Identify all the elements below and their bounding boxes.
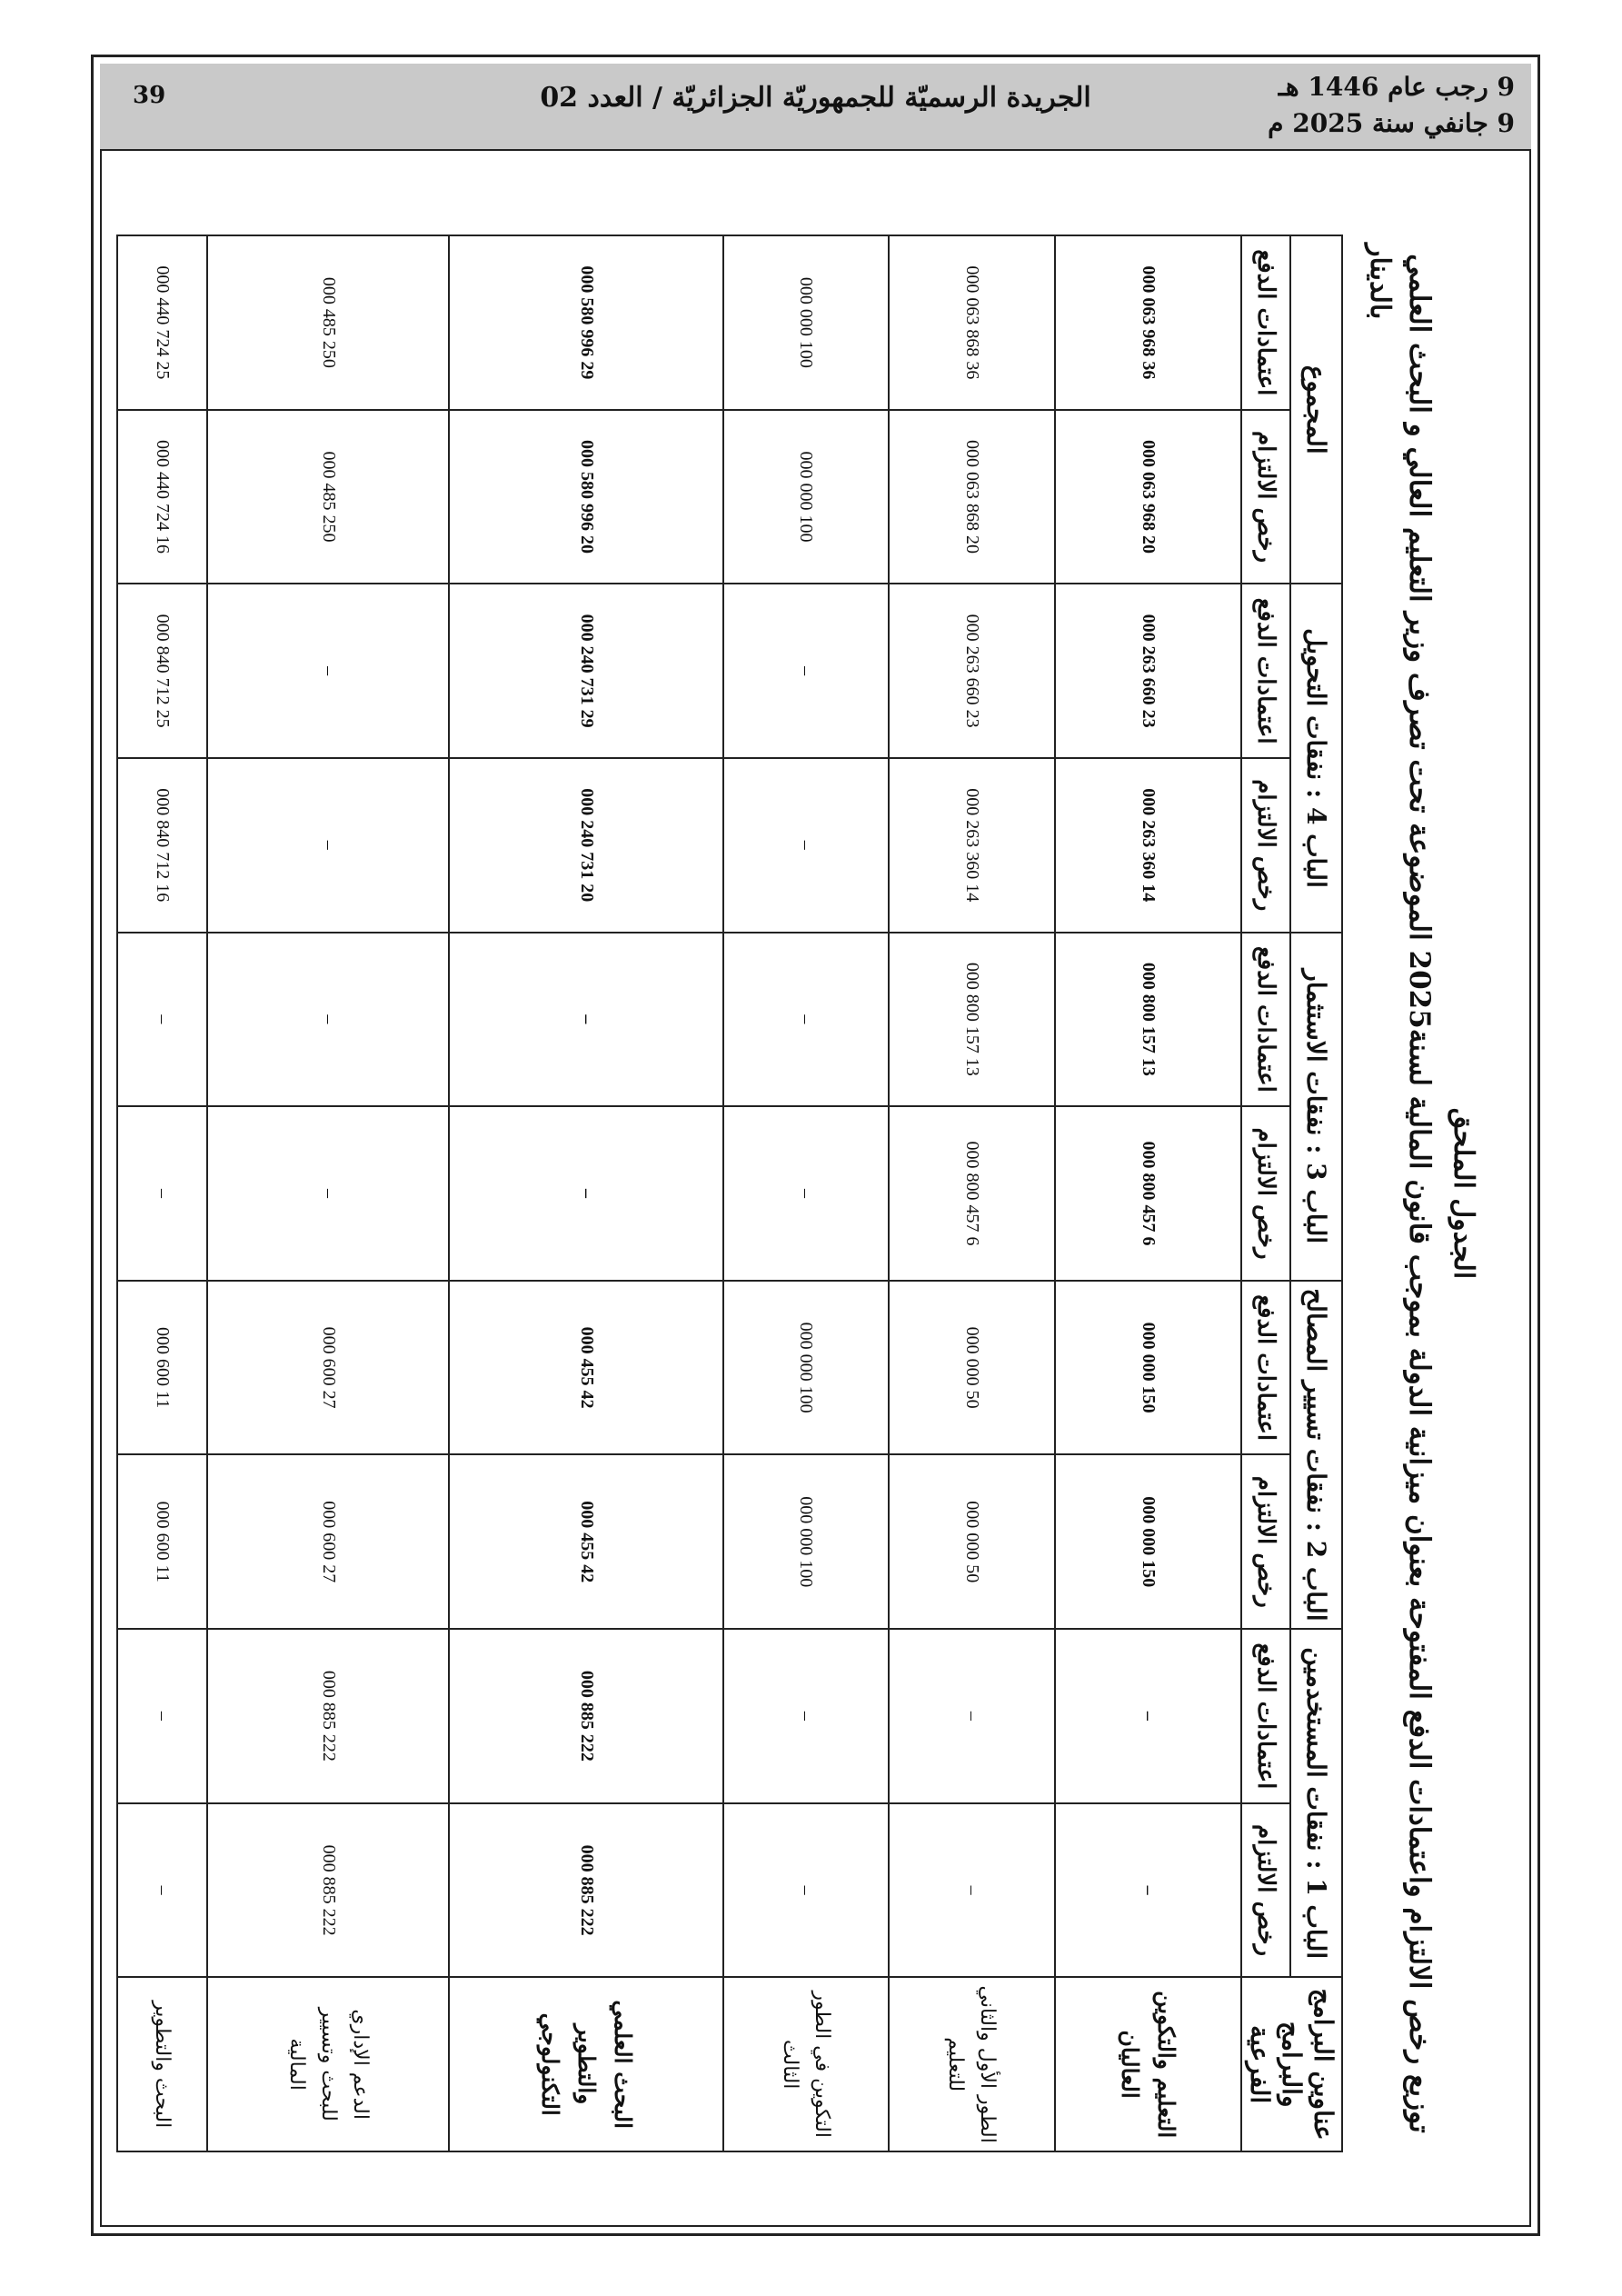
cell-total-commitment: 20 968 063 000 xyxy=(1055,410,1241,584)
table-row xyxy=(207,235,450,2151)
cell-total-payment: 29 996 580 000 xyxy=(450,235,723,410)
row-label: التكوين في الطور الثالث xyxy=(723,1977,889,2151)
cell-t2-payment: 11 600 000 xyxy=(118,1281,207,1455)
cell-t1-commitment: – xyxy=(889,1803,1054,1978)
header-payment: اعتمادات الدفع xyxy=(1241,1629,1290,1803)
cell-total-commitment: 20 868 063 000 xyxy=(889,410,1054,584)
cell-t1-payment: – xyxy=(118,1629,207,1803)
table-header-row-1 xyxy=(1290,235,1342,2151)
row-label: البحث والتطوير xyxy=(118,1977,207,2151)
cell-t2-commitment: 150 000 000 xyxy=(1055,1454,1241,1629)
table-row xyxy=(889,235,1054,2151)
cell-total-commitment: 250 485 000 xyxy=(207,410,450,584)
annex-subtitle: توزيع رخص الالتزام واعتمادات الدفع المفتوحة بعنوان ميزانية الدولة بموجب قانون المالية لسنة2025 الموضوعة تحت تصرف وزير التعليم العالي و البحث العلمي xyxy=(1403,254,1436,2133)
cell-t1-commitment: 222 885 000 xyxy=(450,1803,723,1978)
row-label: البحث العلمي والتطوير التكنولوجي xyxy=(450,1977,723,2151)
cell-t1-payment: – xyxy=(889,1629,1054,1803)
cell-t3-payment: – xyxy=(207,933,450,1107)
header-payment: اعتمادات الدفع xyxy=(1241,933,1290,1107)
cell-t3-commitment: – xyxy=(118,1106,207,1281)
header-commitment: رخص الالتزام xyxy=(1241,1803,1290,1978)
cell-t2-payment: 50 000 000 xyxy=(889,1281,1054,1455)
cell-t3-commitment: 6 457 800 000 xyxy=(1055,1106,1241,1281)
cell-t4-commitment: 20 731 240 000 xyxy=(450,758,723,933)
cell-t2-payment: 150 000 000 xyxy=(1055,1281,1241,1455)
row-label: الدعم الإداري للبحث وتسيير المالية xyxy=(207,1977,450,2151)
cell-t2-commitment: 27 600 000 xyxy=(207,1454,450,1629)
cell-total-payment: 36 968 063 000 xyxy=(1055,235,1241,410)
table-row xyxy=(118,235,207,2151)
header-payment: اعتمادات الدفع xyxy=(1241,1281,1290,1455)
header-commitment: رخص الالتزام xyxy=(1241,758,1290,933)
cell-t2-commitment: 100 000 000 xyxy=(723,1454,889,1629)
journal-title: الجريدة الرسميّة للجمهوريّة الجزائريّة / العدد 02 xyxy=(540,82,1091,114)
annex-content xyxy=(144,235,1479,2152)
cell-total-payment: 25 724 440 000 xyxy=(118,235,207,410)
cell-t4-payment: 25 712 840 000 xyxy=(118,584,207,758)
cell-total-payment: 250 485 000 xyxy=(207,235,450,410)
cell-t3-payment: – xyxy=(723,933,889,1107)
cell-t2-payment: 100 000 000 xyxy=(723,1281,889,1455)
header-commitment: رخص الالتزام xyxy=(1241,410,1290,584)
cell-t1-payment: 222 885 000 xyxy=(207,1629,450,1803)
header-commitment: رخص الالتزام xyxy=(1241,1454,1290,1629)
cell-t1-payment: – xyxy=(723,1629,889,1803)
header-total: المجموع xyxy=(1290,235,1342,584)
cell-t4-commitment: – xyxy=(207,758,450,933)
cell-total-commitment: 20 996 580 000 xyxy=(450,410,723,584)
header-title-3: الباب 3 : نفقات الاستثمار xyxy=(1290,933,1342,1281)
table-row xyxy=(1055,235,1241,2151)
cell-t4-payment: 29 731 240 000 xyxy=(450,584,723,758)
header-title-4: الباب 4 : نفقات التحويل xyxy=(1290,584,1342,932)
cell-t4-payment: 23 660 263 000 xyxy=(1055,584,1241,758)
journal-header xyxy=(100,64,1531,151)
cell-t3-commitment: – xyxy=(450,1106,723,1281)
header-title-1: الباب 1 : نفقات المستخدمين xyxy=(1290,1629,1342,1977)
cell-t2-commitment: 11 600 000 xyxy=(118,1454,207,1629)
date-hijri: 9 رجب عام 1446 هـ xyxy=(1278,72,1515,102)
cell-total-commitment: 16 724 440 000 xyxy=(118,410,207,584)
rotated-table-area xyxy=(144,235,1479,2152)
currency-unit: بالدينار xyxy=(1364,244,1396,320)
cell-t2-payment: 27 600 000 xyxy=(207,1281,450,1455)
header-payment: اعتمادات الدفع xyxy=(1241,584,1290,758)
cell-t3-payment: – xyxy=(450,933,723,1107)
cell-total-payment: 36 868 063 000 xyxy=(889,235,1054,410)
cell-t3-commitment: – xyxy=(207,1106,450,1281)
annex-title: الجدول الملحق xyxy=(1448,1107,1479,1280)
cell-t3-payment: – xyxy=(118,933,207,1107)
cell-t2-payment: 42 455 000 xyxy=(450,1281,723,1455)
cell-t4-payment: – xyxy=(207,584,450,758)
cell-t1-payment: – xyxy=(1055,1629,1241,1803)
cell-t4-payment: – xyxy=(723,584,889,758)
cell-t1-commitment: – xyxy=(118,1803,207,1978)
cell-t3-payment: 13 157 800 000 xyxy=(889,933,1054,1107)
table-header-row-2 xyxy=(1241,235,1290,2151)
budget-table xyxy=(117,235,1344,2152)
header-payment: اعتمادات الدفع xyxy=(1241,235,1290,410)
cell-t1-commitment: 222 885 000 xyxy=(207,1803,450,1978)
cell-t2-commitment: 50 000 000 xyxy=(889,1454,1054,1629)
cell-t1-commitment: – xyxy=(1055,1803,1241,1978)
cell-t3-commitment: – xyxy=(723,1106,889,1281)
table-row xyxy=(723,235,889,2151)
cell-t4-commitment: 16 712 840 000 xyxy=(118,758,207,933)
cell-t4-commitment: 14 360 263 000 xyxy=(889,758,1054,933)
issue-date xyxy=(1268,69,1515,142)
cell-t4-commitment: – xyxy=(723,758,889,933)
header-commitment: رخص الالتزام xyxy=(1241,1106,1290,1281)
date-gregorian: 9 جانفي سنة 2025 م xyxy=(1268,108,1515,138)
table-row xyxy=(450,235,723,2151)
header-programs: عناوين البرامج والبرامج الفرعية xyxy=(1241,1977,1342,2151)
cell-total-payment: 100 000 000 xyxy=(723,235,889,410)
cell-t1-commitment: – xyxy=(723,1803,889,1978)
cell-total-commitment: 100 000 000 xyxy=(723,410,889,584)
row-label: الطور الأول والثاني للتعليم xyxy=(889,1977,1054,2151)
cell-t3-payment: 13 157 800 000 xyxy=(1055,933,1241,1107)
cell-t2-commitment: 42 455 000 xyxy=(450,1454,723,1629)
row-label: التعليم والتكوين العاليان xyxy=(1055,1977,1241,2151)
page-number: 39 xyxy=(133,82,166,109)
cell-t4-payment: 23 660 263 000 xyxy=(889,584,1054,758)
cell-t4-commitment: 14 360 263 000 xyxy=(1055,758,1241,933)
cell-t1-payment: 222 885 000 xyxy=(450,1629,723,1803)
cell-t3-commitment: 6 457 800 000 xyxy=(889,1106,1054,1281)
header-title-2: الباب 2 : نفقات تسيير المصالح xyxy=(1290,1281,1342,1629)
